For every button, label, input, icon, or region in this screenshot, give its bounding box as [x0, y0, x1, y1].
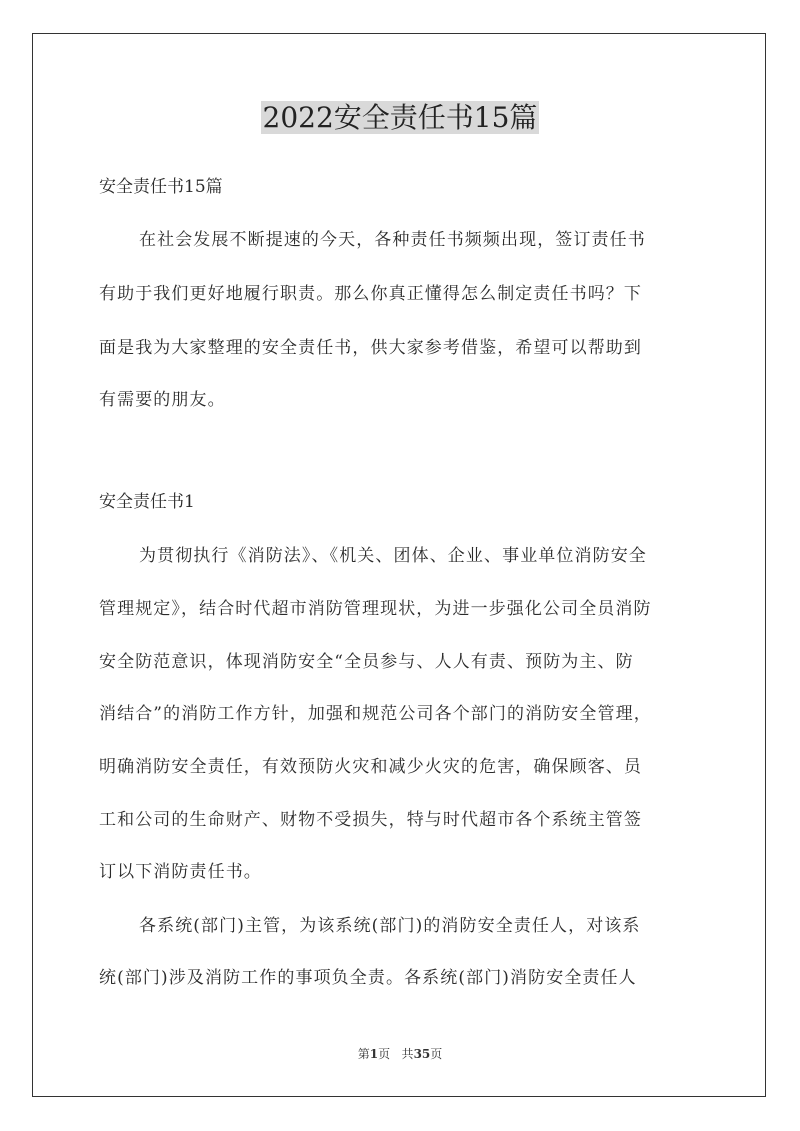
document-title-text: 2022安全责任书15篇	[262, 101, 538, 134]
document-title	[0, 96, 800, 140]
intro-line: 在社会发展不断提速的今天，各种责任书频频出现，签订责任书	[139, 230, 646, 250]
section-heading: 安全责任书1	[99, 492, 195, 512]
intro-line: 面是我为大家整理的安全责任书，供大家参考借鉴，希望可以帮助到	[99, 338, 642, 358]
page-footer	[0, 1046, 800, 1062]
section-line: 消结合”的消防工作方针，加强和规范公司各个部门的消防安全管理，	[99, 704, 652, 724]
footer-total-pages: 35	[413, 1047, 431, 1061]
intro-line: 有助于我们更好地履行职责。那么你真正懂得怎么制定责任书吗？下	[99, 284, 642, 304]
section-line: 管理规定》，结合时代超市消防管理现状，为进一步强化公司全员消防	[99, 599, 652, 619]
footer-total-prefix: 共	[401, 1047, 414, 1061]
footer-total-unit: 页	[430, 1047, 443, 1061]
section-line: 各系统(部门)主管，为该系统(部门)的消防安全责任人，对该系	[139, 916, 641, 936]
footer-page-number: 1	[369, 1047, 379, 1061]
section-line: 统(部门)涉及消防工作的事项负全责。各系统(部门)消防安全责任人	[99, 968, 637, 988]
section-line: 订以下消防责任书。	[99, 862, 262, 882]
footer-page-unit: 页	[378, 1047, 391, 1061]
section-line: 为贯彻执行《消防法》、《机关、团体、企业、事业单位消防安全	[139, 546, 647, 566]
section-line: 明确消防安全责任，有效预防火灾和减少火灾的危害，确保顾客、员	[99, 757, 642, 777]
document-subtitle: 安全责任书15篇	[99, 177, 223, 197]
intro-line: 有需要的朋友。	[99, 390, 226, 410]
section-line: 工和公司的生命财产、财物不受损失，特与时代超市各个系统主管签	[99, 810, 642, 830]
footer-prefix: 第	[357, 1047, 370, 1061]
section-line: 安全防范意识，体现消防安全“全员参与、人人有责、预防为主、防	[99, 652, 634, 672]
